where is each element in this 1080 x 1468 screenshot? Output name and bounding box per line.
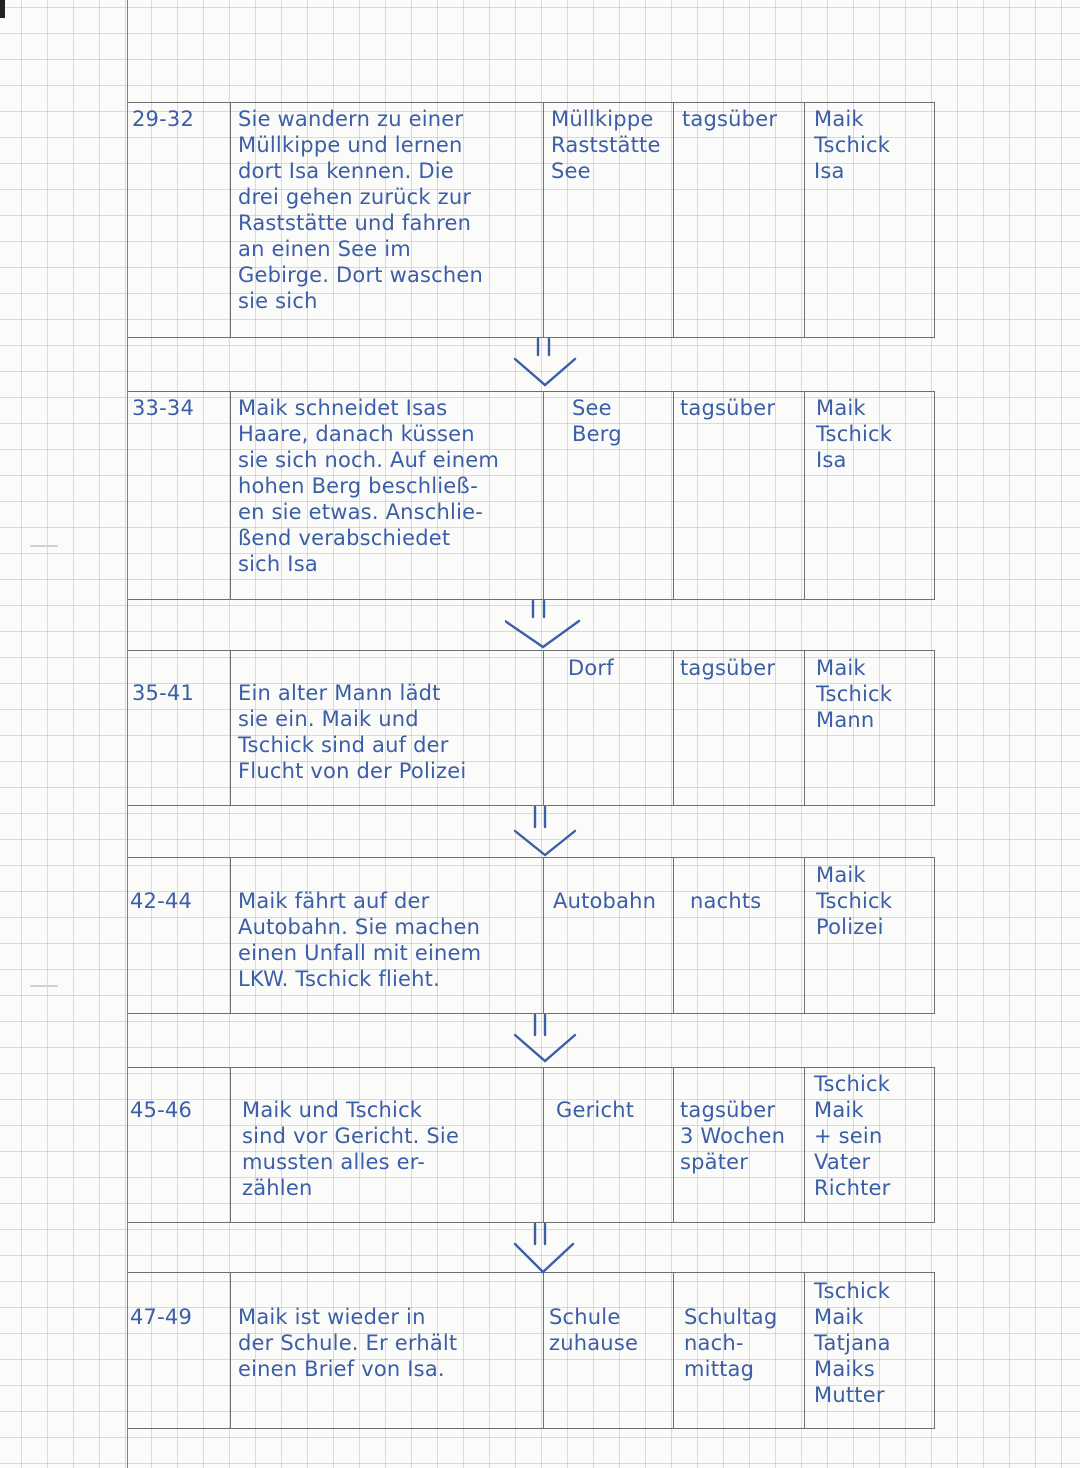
event-summary: Maik fährt auf der Autobahn. Sie machen einen Unfall mit einem LKW. Tschick flieht. (238, 889, 482, 991)
event-summary: Ein alter Mann lädt sie ein. Maik und Tschick sind auf der Flucht von der Polizei (238, 681, 467, 783)
persons-cell: Maik Tschick Isa (814, 107, 891, 183)
event-summary: Maik und Tschick sind vor Gericht. Sie mussten alles er- zählen (242, 1098, 460, 1200)
time-cell: nachts (690, 889, 762, 913)
place-cell: Gericht (556, 1098, 635, 1122)
chapter-number: 47-49 (130, 1305, 193, 1329)
chapter-number: 33-34 (132, 396, 195, 420)
down-arrow-icon (505, 337, 585, 393)
place-cell: See Berg (572, 396, 622, 446)
persons-cell: Maik Tschick Isa (816, 396, 893, 472)
persons-cell: Tschick Maik Tatjana Maiks Mutter (814, 1279, 891, 1407)
place-cell: Müllkippe Raststätte See (551, 107, 661, 183)
down-arrow-icon (505, 805, 585, 861)
table-border (127, 1428, 935, 1429)
chapter-number: 29-32 (132, 107, 195, 131)
event-summary: Maik schneidet Isas Haare, danach küssen sie sich noch. Auf einem hohen Berg beschließ- en sie etwas. Anschlie- ßend verabschiedet sich Isa (238, 396, 500, 576)
punch-hole-mark (30, 545, 58, 547)
persons-cell: Maik Tschick Polizei (816, 863, 893, 939)
down-arrow-icon (505, 1222, 585, 1278)
time-cell: tagsüber 3 Wochen später (680, 1098, 786, 1174)
time-cell: tagsüber (680, 396, 776, 420)
place-cell: Dorf (568, 656, 614, 680)
time-cell: tagsüber (680, 656, 776, 680)
persons-cell: Tschick Maik + sein Vater Richter (814, 1072, 891, 1200)
time-cell: tagsüber (682, 107, 778, 131)
chapter-number: 42-44 (130, 889, 193, 913)
place-cell: Autobahn (553, 889, 657, 913)
persons-cell: Maik Tschick Mann (816, 656, 893, 732)
chapter-number: 35-41 (132, 681, 195, 705)
place-cell: Schule zuhause (549, 1305, 639, 1355)
down-arrow-icon (505, 599, 585, 655)
punch-hole-mark (30, 985, 58, 987)
time-cell: Schultag nach- mittag (684, 1305, 778, 1381)
page-edge-mark (0, 0, 5, 18)
table-border (127, 102, 935, 103)
event-summary: Maik ist wieder in der Schule. Er erhält einen Brief von Isa. (238, 1305, 458, 1381)
chapter-number: 45-46 (130, 1098, 193, 1122)
down-arrow-icon (505, 1013, 585, 1069)
event-summary: Sie wandern zu einer Müllkippe und lernen dort Isa kennen. Die drei gehen zurück zur Raststätte und fahren an einen See im Gebirge. Dort waschen sie sich (238, 107, 484, 313)
margin-line (127, 0, 128, 1468)
